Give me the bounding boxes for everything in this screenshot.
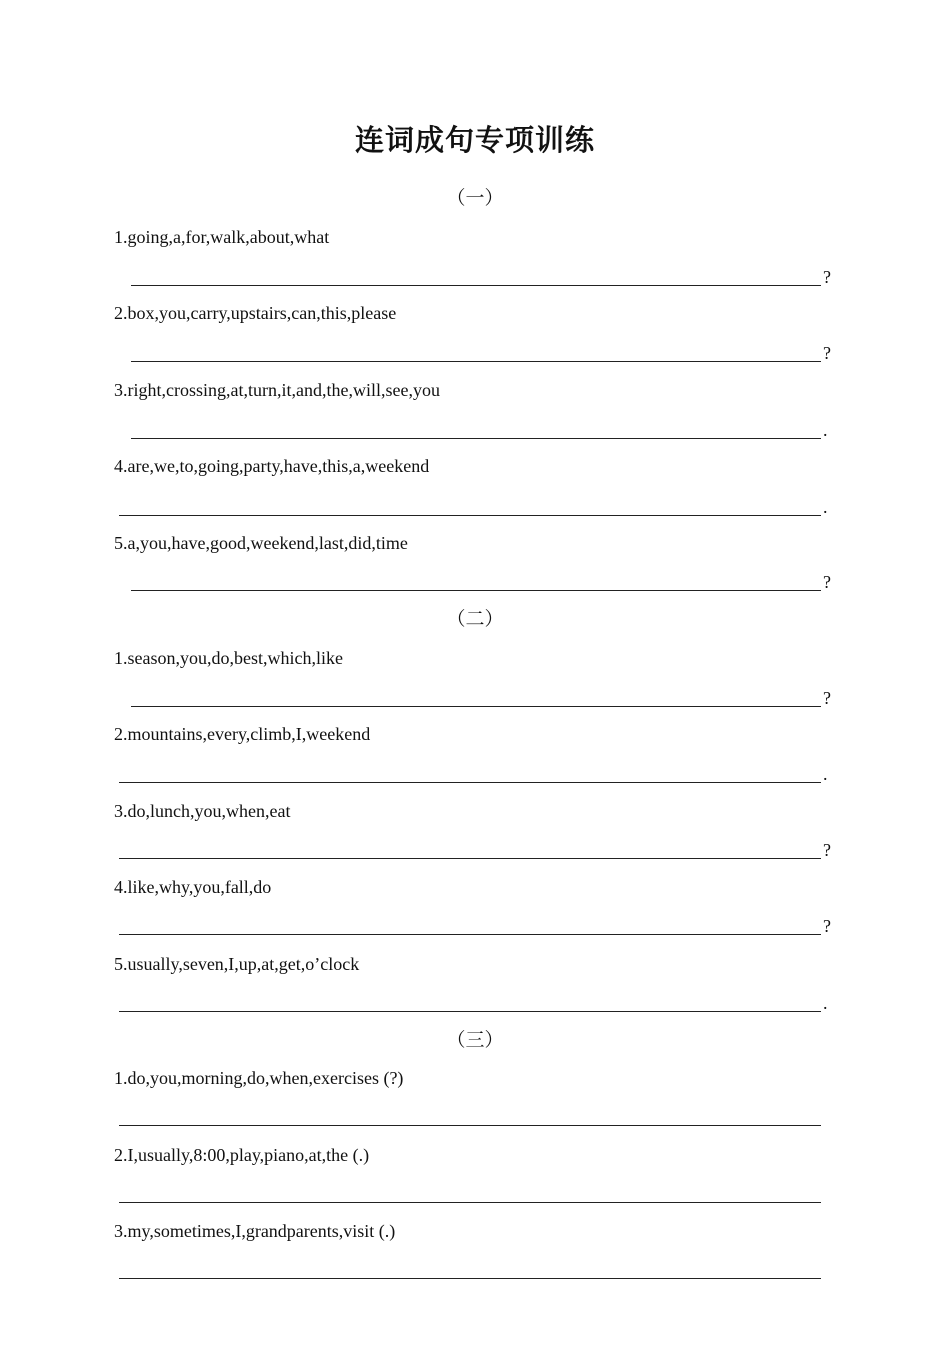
question-prompt: 3.do,lunch,you,when,eat [114,801,291,821]
answer-blank[interactable] [131,340,831,362]
answer-line [119,989,821,1012]
answer-line [119,836,821,859]
answer-blank[interactable] [119,761,831,783]
answer-blank[interactable] [119,837,831,859]
answer-line [131,339,821,362]
question-prompt: 2.mountains,every,climb,I,weekend [114,724,371,744]
end-punctuation: . [823,993,828,1013]
end-punctuation: ? [823,572,831,592]
answer-line [119,1103,821,1126]
answer-blank[interactable] [119,1181,821,1203]
answer-line [131,416,821,439]
question-prompt: 5.a,you,have,good,weekend,last,did,time [114,533,408,553]
answer-line [131,684,821,707]
question-prompt: 1.do,you,morning,do,when,exercises (?) [114,1068,404,1088]
question-prompt: 4.like,why,you,fall,do [114,877,272,897]
section-heading-3: （三） [446,1029,504,1051]
answer-blank[interactable] [119,1104,821,1126]
answer-blank[interactable] [119,1257,821,1279]
question-prompt: 1.season,you,do,best,which,like [114,648,343,668]
question-prompt: 3.my,sometimes,I,grandparents,visit (.) [114,1221,396,1241]
end-punctuation: . [823,497,828,517]
answer-line [131,568,821,591]
answer-line [131,263,821,286]
question-prompt: 1.going,a,for,walk,about,what [114,227,330,247]
answer-blank[interactable] [131,264,831,286]
question-prompt: 2.I,usually,8:00,play,piano,at,the (.) [114,1145,370,1165]
section-heading-1: （一） [446,187,504,209]
answer-line [119,1256,821,1279]
question-prompt: 3.right,crossing,at,turn,it,and,the,will,see,you [114,380,440,400]
end-punctuation: ? [823,343,831,363]
end-punctuation: ? [823,916,831,936]
answer-line [119,912,821,935]
answer-line [119,760,821,783]
answer-blank[interactable] [119,913,831,935]
question-prompt: 4.are,we,to,going,party,have,this,a,weekend [114,456,430,476]
end-punctuation: . [823,420,828,440]
end-punctuation: ? [823,688,831,708]
section-heading-2: （二） [446,608,504,630]
answer-blank[interactable] [131,417,831,439]
answer-line [119,493,821,516]
answer-blank[interactable] [131,685,831,707]
answer-blank[interactable] [131,569,831,591]
end-punctuation: . [823,764,828,784]
end-punctuation: ? [823,840,831,860]
question-prompt: 5.usually,seven,I,up,at,get,o’clock [114,954,360,974]
end-punctuation: ? [823,267,831,287]
answer-line [119,1180,821,1203]
page-title: 连词成句专项训练 [354,123,595,157]
answer-blank[interactable] [119,494,831,516]
question-prompt: 2.box,you,carry,upstairs,can,this,please [114,303,397,323]
answer-blank[interactable] [119,990,831,1012]
